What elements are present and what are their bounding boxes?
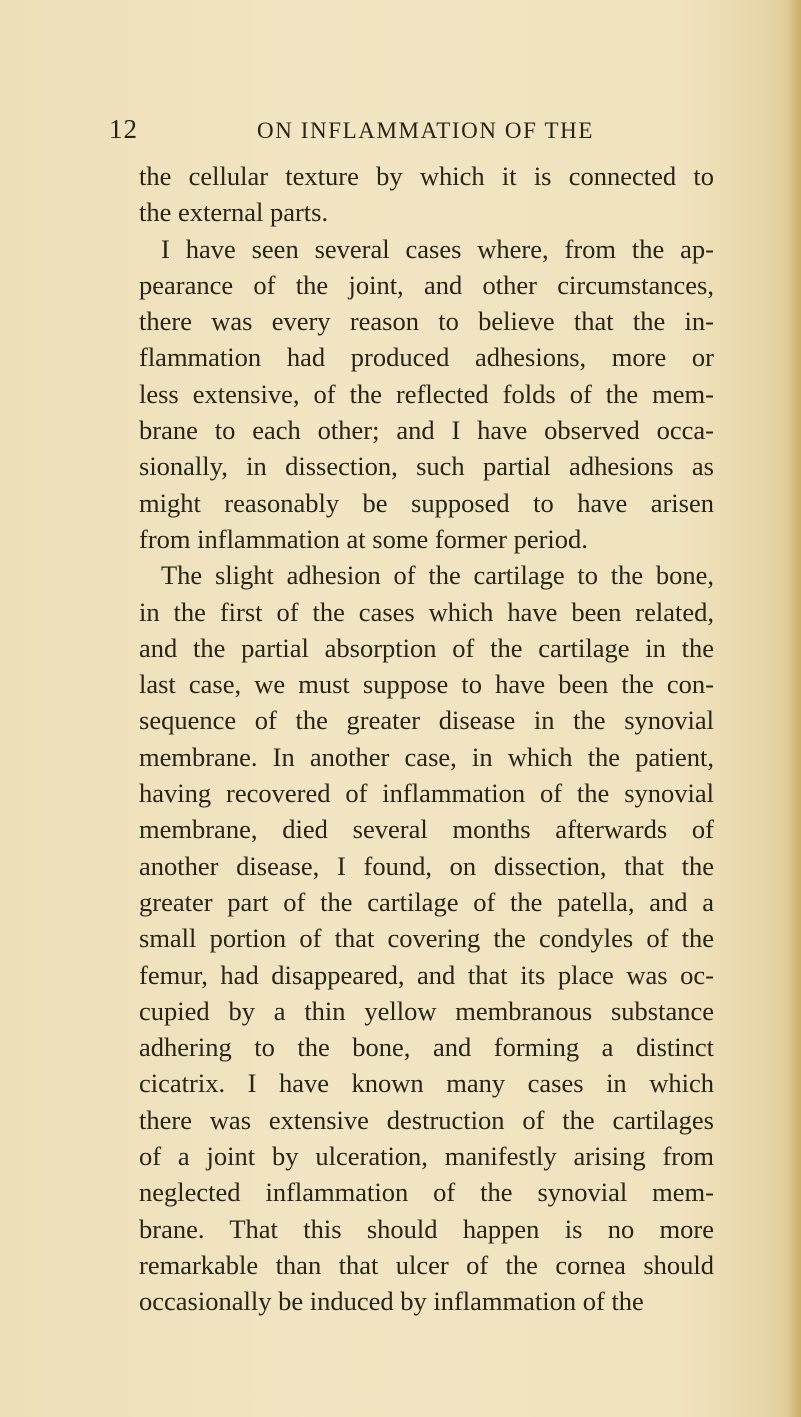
page-header [0,114,801,148]
text-line: of a joint by ulceration, manifestly arising from [139,1141,714,1172]
page-edge-shadow [787,0,801,1417]
text-line: there was every reason to believe that the in- [139,306,714,337]
text-line: small portion of that covering the condyles of the [139,923,714,954]
text-line: membrane. In another case, in which the patient, [139,741,714,772]
page-number: 12 [109,114,138,144]
text-line: cupied by a thin yellow membranous substance [139,995,714,1026]
text-line: from inflammation at some former period. [139,523,588,554]
text-line: adhering to the bone, and forming a distinct [139,1032,714,1063]
text-line: I have seen several cases where, from the ap- [161,233,714,264]
text-line: brane. That this should happen is no more [139,1213,714,1244]
text-line: the cellular texture by which it is connected to [139,161,714,191]
text-line: less extensive, of the reflected folds of the mem- [139,378,714,409]
text-line: another disease, I found, on dissection, that the [139,850,714,881]
text-line: The slight adhesion of the cartilage to the bone, [161,560,714,591]
text-line: and the partial absorption of the cartilage in the [139,632,714,663]
text-line: last case, we must suppose to have been the con- [139,669,714,700]
text-line: in the first of the cases which have been related, [139,596,714,627]
text-line: having recovered of inflammation of the synovial [139,778,714,809]
running-head: ON INFLAMMATION OF THE [257,118,594,143]
text-line: neglected inflammation of the synovial mem- [139,1177,714,1208]
text-line: brane to each other; and I have observed occa- [139,415,714,446]
text-line: membrane, died several months afterwards of [139,814,714,845]
text-line: pearance of the joint, and other circumstances, [139,269,714,300]
text-line: remarkable than that ulcer of the cornea should [139,1249,714,1280]
text-line: occasionally be induced by inflammation of the [139,1286,644,1317]
text-line: sionally, in dissection, such partial adhesions as [139,451,714,482]
text-line: cicatrix. I have known many cases in which [139,1068,714,1099]
body-text [139,158,714,1320]
text-line: there was extensive destruction of the cartilages [139,1104,714,1135]
text-line: might reasonably be supposed to have arisen [139,487,714,518]
text-line: the external parts. [139,197,329,228]
text-line: flammation had produced adhesions, more or [139,342,714,373]
text-line: greater part of the cartilage of the patella, and a [139,886,714,917]
text-line: sequence of the greater disease in the synovial [139,705,714,736]
text-line: femur, had disappeared, and that its place was oc- [139,959,714,990]
